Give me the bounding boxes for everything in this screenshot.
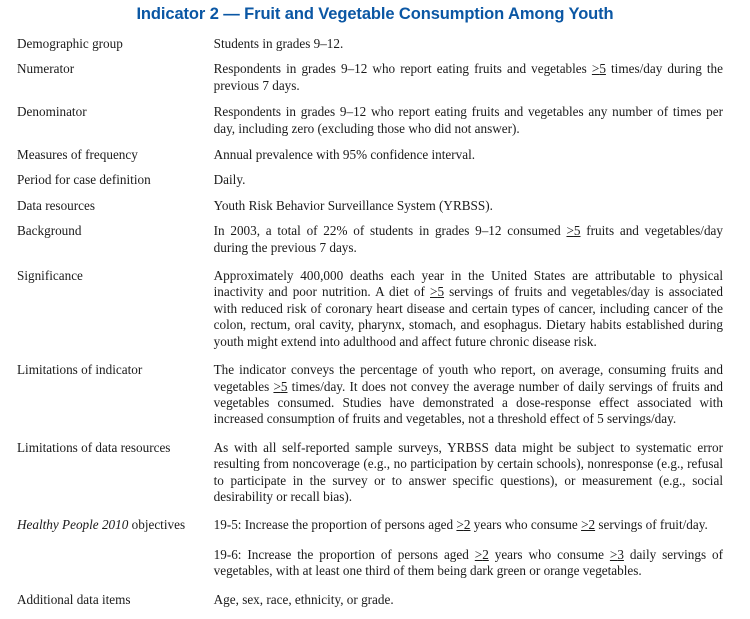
row-label-additional-data-items: Additional data items (17, 591, 131, 607)
row-value-numerator (214, 61, 723, 104)
row-value-denominator: Respondents in grades 9–12 who report eating fruits and vegetables any number of times per day, including zero (excluding those who did not answer). (213, 104, 723, 136)
objective-19-5-post: servings of fruit/day. (595, 517, 708, 533)
significance-text-pre: Approximately 400,000 deaths each year in the United States are attributable to physical inactivity and poor nutrition. A diet of (213, 268, 723, 300)
table-row (17, 223, 723, 268)
row-label-numerator: Numerator (17, 61, 75, 77)
objective-19-5 (214, 517, 723, 533)
row-value-data-resources: Youth Risk Behavior Surveillance System (YRBSS). (213, 197, 493, 213)
row-value-additional-data-items: Age, sex, race, ethnicity, or grade. (213, 591, 394, 607)
row-label-healthy-people-objectives (17, 517, 214, 591)
greater-than-or-equal-icon: >2 (474, 546, 489, 562)
objective-19-6-mid: years who consume (488, 546, 610, 562)
table-row (17, 198, 723, 223)
objective-19-6-pre: 19-6: Increase the proportion of persons aged (213, 546, 475, 562)
table-row (17, 61, 723, 104)
background-text-post: fruits and vegetables/day during the previous 7 days. (213, 223, 723, 255)
limitations-indicator-text-post: times/day. It does not convey the average number of daily servings of fruits and vegetables consumed. Studies have demonstrated a dose-response effect associated with increased consumption of fruits and vegetables, not a threshold effect of 5 servings/day. (213, 378, 724, 427)
row-label-period-for-case-definition: Period for case definition (17, 172, 151, 188)
greater-than-or-equal-icon: >2 (581, 517, 596, 533)
row-label-limitations-of-data-resources: Limitations of data resources (17, 439, 171, 455)
row-label-measures-of-frequency: Measures of frequency (17, 147, 138, 163)
row-label-background: Background (17, 223, 82, 239)
indicator-definition-table (17, 36, 723, 617)
greater-than-or-equal-icon: >5 (566, 223, 581, 239)
table-row (17, 362, 723, 440)
row-value-measures-of-frequency: Annual prevalence with 95% confidence interval. (213, 147, 476, 163)
row-value-period-for-case-definition: Daily. (213, 172, 246, 188)
objective-19-5-mid: years who consume (470, 517, 582, 533)
row-label-significance: Significance (17, 268, 83, 284)
greater-than-or-equal-icon: >3 (609, 546, 624, 562)
table-row (17, 440, 723, 518)
table-row (17, 517, 723, 591)
table-row (17, 268, 723, 362)
table-row (17, 104, 723, 147)
table-row (17, 592, 723, 617)
row-label-limitations-of-indicator: Limitations of indicator (17, 362, 143, 378)
greater-than-or-equal-icon: >5 (430, 284, 445, 300)
limitations-indicator-text-pre: The indicator conveys the percentage of youth who report, on average, consuming fruits and vegetables (213, 362, 723, 394)
objective-19-6 (214, 547, 723, 580)
objective-19-5-pre: 19-5: Increase the proportion of persons aged (213, 517, 457, 533)
row-label-data-resources: Data resources (17, 197, 95, 213)
row-value-significance (214, 268, 723, 362)
objectives-word: objectives (128, 517, 186, 533)
row-value-demographic-group: Students in grades 9–12. (213, 36, 344, 51)
significance-text-post: servings of fruits and vegetables/day is associated with reduced risk of coronary heart disease and certain types of cancer, including cancer of the colon, rectum, oral cavity, pharynx, stomach, and esophagus. Dietary habits established during youth might extend into adulthood and affect future chronic disease risk. (213, 284, 723, 349)
page-title: Indicator 2 — Fruit and Vegetable Consumption Among Youth (136, 5, 614, 23)
objective-19-6-post: daily servings of vegetables, with at least one third of them being dark green or orange vegetables. (213, 546, 724, 579)
numerator-text-pre: Respondents in grades 9–12 who report eating fruits and vegetables (213, 61, 592, 77)
row-value-background (214, 223, 723, 268)
table-row (17, 36, 723, 61)
numerator-text-post: times/day during the previous 7 days. (213, 61, 723, 93)
table-row (17, 172, 723, 197)
greater-than-or-equal-icon: >2 (456, 517, 471, 533)
row-value-limitations-of-data-resources: As with all self-reported sample surveys, YRBSS data might be subject to systematic error resulting from noncoverage (e.g., no participation by certain schools), nonresponse (e.g., refusal to participate in the survey or to answer specific questions), or measurement (e.g., social desirability or recall bias). (213, 439, 723, 504)
background-text-pre: In 2003, a total of 22% of students in grades 9–12 consumed (213, 223, 567, 239)
greater-than-or-equal-icon: >5 (273, 378, 288, 394)
row-label-denominator: Denominator (17, 104, 87, 120)
table-row (17, 147, 723, 172)
row-value-limitations-of-indicator (214, 362, 723, 440)
greater-than-or-equal-icon: >5 (591, 61, 606, 77)
row-value-healthy-people-objectives (214, 517, 723, 591)
row-label-demographic-group: Demographic group (17, 36, 123, 51)
healthy-people-title: Healthy People 2010 (17, 517, 129, 533)
